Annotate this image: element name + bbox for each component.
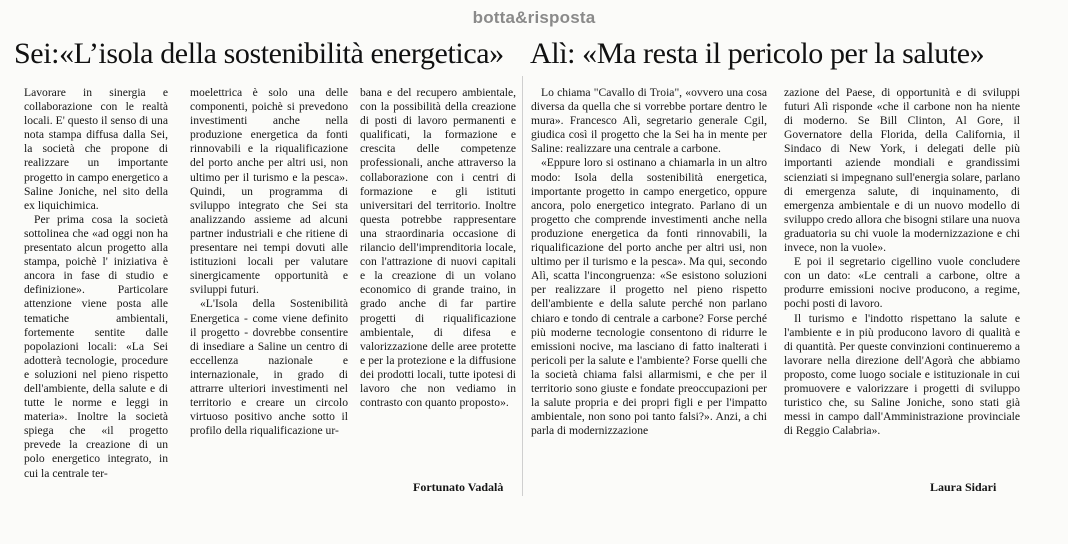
article-left-column-3 [360,86,516,410]
headline-left: Sei:«L’isola della sostenibilità energetica» [14,37,504,70]
rubric-part1: botta [472,8,516,27]
article-left-column-2 [190,86,348,438]
rubric-ampersand: & [515,8,528,27]
paragraph: «Eppure loro si ostinano a chiamarla in un altro modo: Isola della sostenibilità energetica, importante progetto in campo energetico, oppure ancora, polo energetico integrato. Parlano di un progetto che comprende investimenti anche nella produzione energetica da fonti rinnovabili, la riqualificazione del porto anche per altri usi, non ultimo per il turismo e la pesca». Ma qui, secondo Alì, scatta l'incongruenza: «Se esistono soluzioni per realizzare il progetto nel pieno rispetto dell'ambiente e della salute perché non parlano chiaro e tondo di centrale a carbone? Forse perché più moderne tecnologie consentono di ridurre le emissioni nocive, ma lasciano di fatto inalterati i pericoli per la salute e l'ambiente? Forse quelli che la società chiama falsi allarmismi, e che per il territorio sono giuste e fondate preoccupazioni per la salute propria e dei propri figli e per l'impatto ambientale, non sono poi tanto falsi?». Anzi, a chi parla di modernizzazione [531,156,767,438]
section-rubric [0,8,1068,28]
paragraph: zazione del Paese, di opportunità e di sviluppi futuri Alì risponde «che il carbone non ha niente di moderno. Se Bill Clinton, Al Gore, il Governatore della Florida, della California, il Sindaco di New York, i delegati delle più importanti aziende mondiali e grandissimi scienziati si impegnano sull'energia solare, parlano di emergenza salute, di inquinamento, di emergenza ambientale e di un nuovo modello di sviluppo credo allora che bisogni stilare una nuova graduatoria su chi vuole la modernizzazione e chi invece, non la vuole». [784,86,1020,255]
paragraph: Lo chiama "Cavallo di Troia", «ovvero una cosa diversa da quella che si vorrebbe portare dentro le mura». Francesco Alì, segretario generale Cgil, giudica così il progetto che la Sei ha in mente per Saline: realizzare una centrale a carbone. [531,86,767,156]
paragraph: Lavorare in sinergia e collaborazione con le realtà locali. E' questo il senso di una nota stampa diffusa dalla Sei, la società che propone di realizzare un importante progetto in campo energetico a Saline Joniche, nel sito della ex liquichimica. [24,86,168,212]
paragraph: «L'Isola della Sostenibilità Energetica - come viene definito il progetto - dovrebbe consentire di insediare a Saline un centro di eccellenza nazionale e internazionale, in grado di attrarre ulteriori investimenti nel territorio e creare un circolo virtuoso positivo anche sotto il profilo della riqualificazione ur- [190,297,348,438]
article-right-column-1 [531,86,767,438]
paragraph: Il turismo e l'indotto rispettano la salute e l'ambiente e in più producono lavoro di qualità e di quantità. Per queste convinzioni continueremo a lavorare nella direzione dell'Agorà che abbiamo proposto, come luogo sociale e istituzionale in cui promuovere e valorizzare i progetti di sviluppo turistico che, su Saline Joniche, sono stati già messi in campo dall'Amministrazione provinciale di Reggio Calabria». [784,311,1020,438]
headline-row [14,36,1064,74]
byline-right: Laura Sidari [930,480,997,494]
article-right-column-2 [784,86,1020,438]
column-divider [522,76,523,496]
paragraph: E poi il segretario cigellino vuole concludere con un dato: «Le centrali a carbone, oltre a produrre emissioni nocive producono, a regime, pochi posti di lavoro. [784,255,1020,311]
article-left-column-1 [24,86,168,481]
headline-right: Alì: «Ma resta il pericolo per la salute» [530,37,985,70]
byline-left: Fortunato Vadalà [413,480,504,494]
paragraph: moelettrica è solo una delle componenti, poichè si prevedono investimenti anche nella produzione energetica da fonti rinnovabili e la riqualificazione del porto anche per altri usi, non ultimo per il turismo e la pesca». Quindi, un programma di sviluppo integrato che Sei sta analizzando assieme ad alcuni partner industriali e che ritiene di presentare nei tempi dovuti alle istituzioni locali per valutare sinergicamente opportunità e sviluppi futuri. [190,86,348,297]
paragraph: bana e del recupero ambientale, con la possibilità della creazione di posti di lavoro permanenti e qualificati, la formazione e crescita delle competenze professionali, anche attraverso la collaborazione con i centri di formazione e gli istituti universitari del territorio. Inoltre questa potrebbe rappresentare una straordinaria occasione di rilancio dell'imprenditoria locale, con l'attrazione di nuovi capitali e la creazione di un volano economico di grande traino, in grado anche di far partire progetti di riqualificazione ambientale, di difesa e valorizzazione delle aree protette e per la protezione e la diffusione dei prodotti locali, tutte ipotesi di lavoro che non vediamo in contrasto con quanto proposto». [360,86,516,410]
paragraph: Per prima cosa la società sottolinea che «ad oggi non ha presentato alcun progetto alla stampa, poichè l' iniziativa è ancora in fase di studio e definizione». Particolare attenzione viene posta alle tematiche ambientali, fortemente sentite dalle popolazioni locali: «La Sei adotterà tecnologie, procedure e soluzioni nel pieno rispetto dell'ambiente, della salute e di tutte le norme e leggi in materia». Inoltre la società spiega che «il progetto prevede la creazione di un polo energetico integrato, in cui la centrale ter- [24,212,168,480]
rubric-part2: risposta [527,8,596,27]
